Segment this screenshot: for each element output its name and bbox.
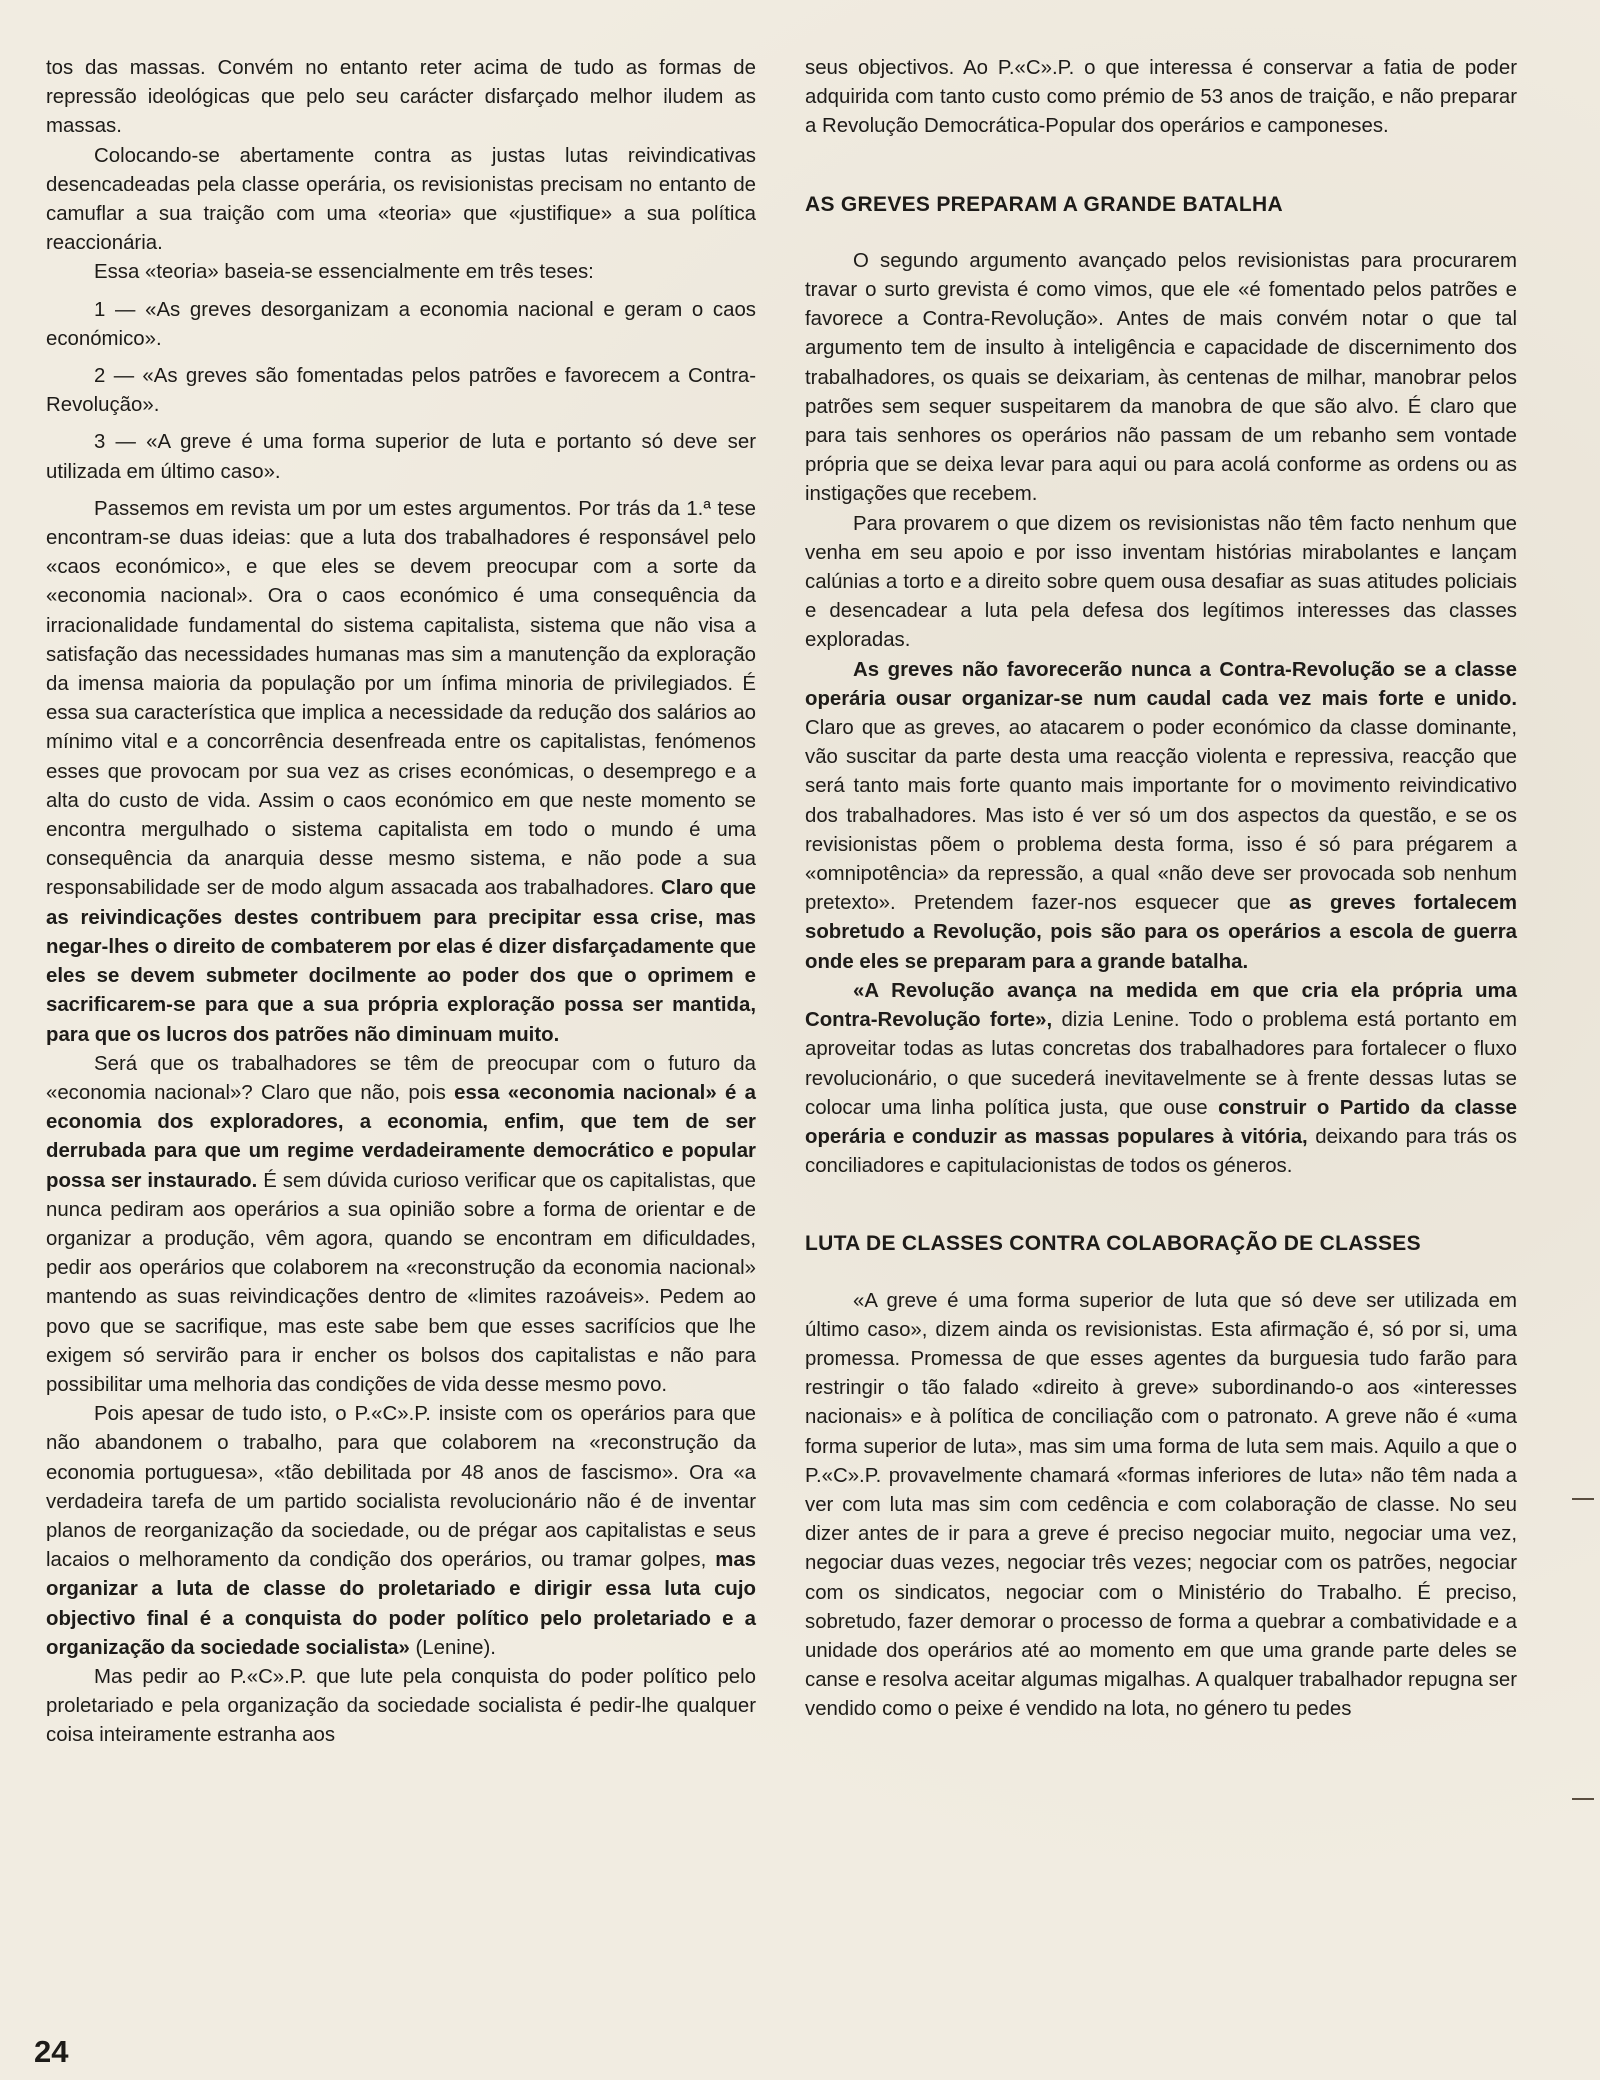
page-number: 24 — [34, 2034, 69, 2069]
left-column — [46, 54, 756, 1751]
paragraph: Mas pedir ao P.«C».P. que lute pela conquista do poder político pelo proletariado e pela organização da sociedade socialista é pedir-lhe qualquer coisa inteiramente estranha aos — [46, 1665, 756, 1747]
paragraph: Essa «teoria» baseia-se essencialmente em três teses: — [94, 261, 594, 284]
section-heading: AS GREVES PREPARAM A GRANDE BATALHA — [805, 192, 1283, 216]
bold-emphasis: essa «economia nacional» é a economia dos exploradores, a economia, enfim, que tem de ser derrubada para que um regime verdadeiramente democrático e popular possa ser instaurado. — [46, 1081, 756, 1192]
bold-emphasis: As greves não favorecerão nunca a Contra-Revolução se a classe operária ousar organizar-se num caudal cada vez mais forte e unido. — [805, 658, 1517, 710]
thesis-2: 2 — «As greves são fomentadas pelos patrões e favorecem a Contra-Revolução». — [46, 365, 756, 417]
paragraph: seus objectivos. Ao P.«C».P. o que interessa é conservar a fatia de poder adquirida com tanto custo como prémio de 53 anos de traição, e não preparar a Revolução Democrática-Popular dos operários e camponeses. — [805, 57, 1517, 138]
paragraph: tos das massas. Convém no entanto reter acima de tudo as formas de repressão ideológicas que pelo seu carácter disfarçado melhor iludem as massas. — [46, 57, 756, 138]
right-column — [805, 54, 1517, 1725]
bold-emphasis: construir o Partido da classe operária e conduzir as massas populares à vitória, — [805, 1096, 1517, 1148]
paragraph: Para provarem o que dizem os revisionistas não têm facto nenhum que venha em seu apoio e por isso inventam histórias mirabolantes e lançam calúnias a torto e a direito sobre quem ousa desafiar as suas atitudes policiais e desencadear a luta pela defesa dos legítimos interesses das classes exploradas. — [805, 512, 1517, 652]
paragraph: Colocando-se abertamente contra as justas lutas reivindicativas desencadeadas pela classe operária, os revisionistas precisam no entanto de camuflar a sua traição com uma «teoria» que «justifique» a sua política reaccionária. — [46, 144, 756, 255]
margin-tick — [1572, 1798, 1594, 1800]
bold-emphasis: Claro que as reivindicações destes contribuem para precipitar essa crise, mas negar-lhes o direito de combaterem por elas é dizer disfarçadamente que eles se devem submeter docilmente ao poder dos que o oprimem e sacrificarem-se para que a sua própria exploração possa ser mantida, para que os lucros dos patrões não diminuam muito. — [46, 877, 756, 1046]
paragraph: Passemos em revista um por um estes argumentos. Por trás da 1.ª tese encontram-se duas ideias: que a luta dos trabalhadores é responsável pelo «caos económico», e que eles se devem preocupar com a sorte da «economia nacional». Ora o caos económico é uma consequência da irracionalidade fundamental do sistema capitalista, sistema que não visa a satisfação das necessidades humanas mas sim a manutenção da exploração da imensa maioria da população por um ínfima minoria de privilegiados. É essa sua característica que implica a necessidade da redução dos salários ao mínimo vital e a concorrência desenfreada entre os capitalistas, fenómenos esses que provocam por sua vez as crises económicas, o desemprego e a alta do custo de vida. Assim o caos económico em que neste momento se encontra mergulhado o sistema capitalista em todo o mundo é uma consequência da anarquia desse mesmo sistema, e não pode a sua responsabilidade ser de modo algum assacada aos trabalhadores. Claro que as reivindicações destes contribuem para precipitar essa crise, mas negar-lhes o direito de combaterem por elas é dizer disfarçadamente que eles se devem submeter docilmente ao poder dos que o oprimem e sacrificarem-se para que a sua própria exploração possa ser mantida, para que os lucros dos patrões não diminuam muito. — [46, 497, 756, 1046]
thesis-3: 3 — «A greve é uma forma superior de luta e portanto só deve ser utilizada em último caso». — [46, 431, 756, 483]
bold-emphasis: as greves fortalecem sobretudo a Revolução, pois são para os operários a escola de guerra onde eles se preparam para a grande batalha. — [805, 892, 1517, 973]
paragraph: «A Revolução avança na medida em que cria ela própria uma Contra-Revolução forte», dizia Lenine. Todo o problema está portanto em aproveitar todas as lutas concretas dos trabalhadores para fortalecer o fluxo revolucionário, o que sucederá inevitavelmente se à frente dessas lutas se colocar uma linha política justa, que ouse construir o Partido da classe operária e conduzir as massas populares à vitória, deixando para trás os conciliadores e capitulacionistas de todos os géneros. — [805, 979, 1518, 1178]
paragraph: «A greve é uma forma superior de luta que só deve ser utilizada em último caso», dizem ainda os revisionistas. Esta afirmação é, só por si, uma promessa. Promessa de que esses agentes da burguesia tudo farão para restringir o tão falado «direito à greve» subordinando-o aos «interesses nacionais» e à política de conciliação com o patronato. A greve não é «uma forma superior de luta», mas sim uma forma de luta sem mais. Aquilo a que o P.«C».P. provavelmente chamará «formas inferiores de luta» não têm nada a ver com luta mas sim com cedência e com colaboração de classe. No seu dizer antes de ir para a greve é preciso negociar muito, negociar uma vez, negociar duas vezes, negociar três vezes; negociar com os patrões, negociar com os sindicatos, negociar com o Ministério do Trabalho. É preciso, sobretudo, fazer demorar o processo de forma a quebrar a combatividade e a unidade dos operários até ao momento em que uma grande parte deles se canse e resolva aceitar algumas migalhas. A qualquer trabalhador repugna ser vendido como o peixe é vendido na lota, no género tu pedes — [805, 1289, 1517, 1721]
paragraph: As greves não favorecerão nunca a Contra-Revolução se a classe operária ousar organizar-se num caudal cada vez mais forte e unido. Claro que as greves, ao atacarem o poder económico da classe dominante, vão suscitar da parte desta uma reacção violenta e repressiva, reacção que será tanto mais forte quanto mais importante for o movimento reivindicativo dos trabalhadores. Mas isto é ver só um dos aspectos da questão, e se os revisionistas põem o problema desta forma, isso é só para prégarem a «omnipotência» da repressão, a qual «não deve ser provocada sob nenhum pretexto». Pretendem fazer-nos esquecer que as greves fortalecem sobretudo a Revolução, pois são para os operários a escola de guerra onde eles se preparam para a grande batalha. — [805, 658, 1517, 973]
bold-emphasis: «A Revolução avança na medida em que cria ela própria uma Contra-Revolução forte», — [805, 979, 1517, 1032]
thesis-1: 1 — «As greves desorganizam a economia nacional e geram o caos económico». — [46, 298, 756, 350]
section-heading: LUTA DE CLASSES CONTRA COLABORAÇÃO DE CLASSES — [805, 1232, 1421, 1256]
bold-emphasis: mas organizar a luta de classe do proletariado e dirigir essa luta cujo objectivo final é a conquista do poder político pelo proletariado e a organização da sociedade socialista» — [46, 1549, 756, 1659]
paragraph: Pois apesar de tudo isto, o P.«C».P. insiste com os operários para que não abandonem o trabalho, para que colaborem na «reconstrução da economia portuguesa», «tão debilitada por 48 anos de fascismo». Ora «a verdadeira tarefa de um partido socialista revolucionário não é de inventar planos de reorganização da sociedade, ou de prégar aos capitalistas e seus lacaios o melhoramento da condição dos operários, ou tramar golpes, mas organizar a luta de classe do proletariado e dirigir essa luta cujo objectivo final é a conquista do poder político pelo proletariado e a organização da sociedade socialista» (Lenine). — [46, 1403, 756, 1659]
paragraph: Será que os trabalhadores se têm de preocupar com o futuro da «economia nacional»? Claro que não, pois essa «economia nacional» é a economia dos exploradores, a economia, enfim, que tem de ser derrubada para que um regime verdadeiramente democrático e popular possa ser instaurado. É sem dúvida curioso verificar que os capitalistas, que nunca pediram aos operários a sua opinião sobre a forma de orientar e de organizar a produção, vêm agora, quando se encontram em dificuldades, pedir aos operários que colaborem na «reconstrução da economia nacional» mantendo as suas reivindicações dentro de «limites razoáveis». Pedem ao povo que se sacrifique, mas este sabe bem que esses sacrifícios que lhe exigem só servirão para ir encher os bolsos dos capitalistas e não para possibilitar uma melhoria das condições de vida desse mesmo povo. — [46, 1052, 757, 1396]
paragraph: O segundo argumento avançado pelos revisionistas para procurarem travar o surto grevista é como vimos, que ele «é fomentado pelos patrões e favorece a Contra-Revolução». Antes de mais convém notar o que tal argumento tem de insulto à inteligência e capacidade de discernimento dos trabalhadores, os quais se deixariam, às centenas de milhar, manobrar pelos patrões sem sequer suspeitarem da manobra de que são alvo. É claro que para tais senhores os operários não passam de um rebanho sem vontade própria que se deixa levar para aqui ou para acolá conforme as ordens ou as instigações que recebem. — [805, 249, 1517, 506]
margin-tick — [1572, 1498, 1594, 1500]
